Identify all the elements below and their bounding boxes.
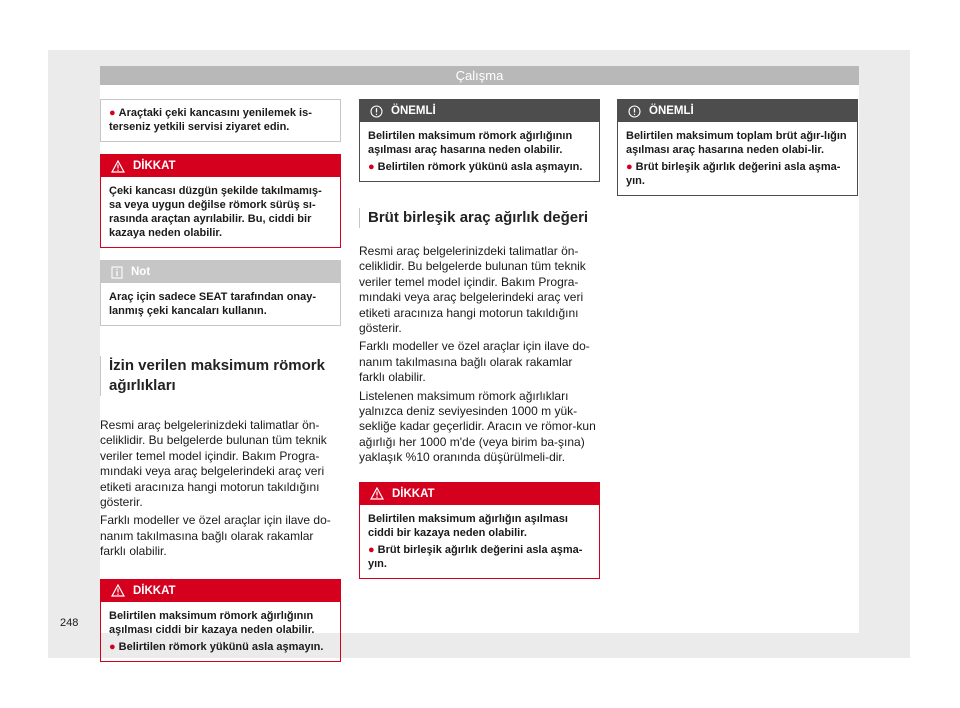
body-text xyxy=(359,244,600,466)
important-body xyxy=(360,122,599,181)
note-text: Araç için sadece SEAT tarafından onay-lanmış çeki kancaları kullanın. xyxy=(109,291,317,317)
warning-header xyxy=(101,580,340,602)
important-bullet-text: Belirtilen römork yükünü asla aşmayın. xyxy=(377,161,583,173)
warning-bullet-text: Brüt birleşik ağırlık değerini asla aşma-yın. xyxy=(368,543,583,570)
tip-box xyxy=(100,99,341,142)
bullet-icon: ● xyxy=(368,543,375,556)
note-header xyxy=(101,261,340,283)
important-bullet-text: Brüt birleşik ağırlık değerini asla aşma-yın. xyxy=(626,161,841,187)
note-box xyxy=(100,260,341,326)
important-text: Belirtilen maksimum toplam brüt ağır-lığın aşılması araç hasarına neden olabi-lir. xyxy=(626,130,847,156)
important-box xyxy=(617,99,858,196)
warning-text: Belirtilen maksimum ağırlığın aşılması ciddi bir kazaya neden olabilir. xyxy=(368,512,568,539)
warning-text: Belirtilen maksimum römork ağırlığının aşılması ciddi bir kazaya neden olabilir. xyxy=(109,609,315,636)
warning-box xyxy=(100,154,341,248)
warning-triangle-icon xyxy=(111,160,125,173)
bullet-icon: ● xyxy=(109,107,116,119)
warning-title: DİKKAT xyxy=(392,487,435,500)
important-title: ÖNEMLİ xyxy=(649,105,694,117)
important-header xyxy=(618,100,857,122)
paragraph: Farklı modeller ve özel araçlar için ilave do-nanım takılmasına bağlı olarak rakamlar farklı olabilir. xyxy=(359,339,590,385)
warning-triangle-icon xyxy=(111,584,125,597)
bullet-icon: ● xyxy=(368,161,375,173)
warning-title: DİKKAT xyxy=(133,160,176,172)
warning-bullet xyxy=(368,543,591,571)
warning-text: Çeki kancası düzgün şekilde takılmamış-sa veya uygun değilse römork sürüş sı-rasında araçtan ayrılabilir. Bu, ciddi bir kazaya neden olabilir. xyxy=(109,185,322,239)
section-title-max-trailer: İzin verilen maksimum römork ağırlıkları xyxy=(100,356,341,396)
warning-box xyxy=(100,579,341,662)
bullet-icon: ● xyxy=(109,640,116,653)
important-title: ÖNEMLİ xyxy=(391,105,436,117)
column-3 xyxy=(617,99,858,196)
paragraph: Resmi araç belgelerinizdeki talimatlar ön-celiklidir. Bu belgelerde bulunan tüm teknik veriler temel model içindir. Bakım Progra-mındaki veya araç belgelerindeki araç veri etiketi aracınıza hangi motorun takıldığını gösterir. xyxy=(100,418,327,510)
paragraph: Farklı modeller ve özel araçlar için ilave do-nanım takılmasına bağlı olarak rakamlar farklı olabilir. xyxy=(100,513,331,559)
important-body xyxy=(618,122,857,195)
warning-triangle-icon xyxy=(370,487,384,500)
header-title: Çalışma xyxy=(455,68,504,83)
note-info-icon xyxy=(111,266,123,279)
important-bullet xyxy=(368,160,591,174)
note-title: Not xyxy=(131,266,151,278)
warning-body xyxy=(101,602,340,661)
warning-title: DİKKAT xyxy=(133,584,176,597)
important-header xyxy=(360,100,599,122)
important-box xyxy=(359,99,600,182)
page-number: 248 xyxy=(60,617,79,629)
paragraph: Resmi araç belgelerinizdeki talimatlar ön-celiklidir. Bu belgelerde bulunan tüm teknik veriler temel model içindir. Bakım Progra-mındaki veya araç belgelerindeki araç veri etiketi aracınıza hangi motorun takıldığını gösterir. xyxy=(359,244,586,336)
tip-text: Araçtaki çeki kancasını yenilemek is-terseniz yetkili servisi ziyaret edin. xyxy=(109,107,312,133)
paragraph: Listelenen maksimum römork ağırlıkları yalnızca deniz seviyesinden 1000 m yük-sekliğe kadar geçerlidir. Aracın ve römor-kun ağırlığı her 1000 m'de (veya birim ba-şına) yaklaşık %10 oranında düşürülmeli-dir. xyxy=(359,388,596,465)
exclamation-circle-icon xyxy=(370,105,383,118)
section-title-gross-weight: Brüt birleşik araç ağırlık değeri xyxy=(359,208,600,228)
warning-header xyxy=(360,483,599,505)
warning-bullet xyxy=(109,640,332,654)
bullet-icon: ● xyxy=(626,161,633,173)
important-bullet xyxy=(626,160,849,188)
warning-body xyxy=(101,177,340,247)
warning-body xyxy=(360,505,599,578)
body-text xyxy=(100,418,341,560)
important-text: Belirtilen maksimum römork ağırlığının aşılması araç hasarına neden olabilir. xyxy=(368,130,573,156)
column-1 xyxy=(100,99,341,662)
exclamation-circle-icon xyxy=(628,105,641,118)
warning-header xyxy=(101,155,340,177)
warning-box xyxy=(359,482,600,579)
column-2 xyxy=(359,99,600,579)
warning-bullet-text: Belirtilen römork yükünü asla aşmayın. xyxy=(118,640,324,653)
